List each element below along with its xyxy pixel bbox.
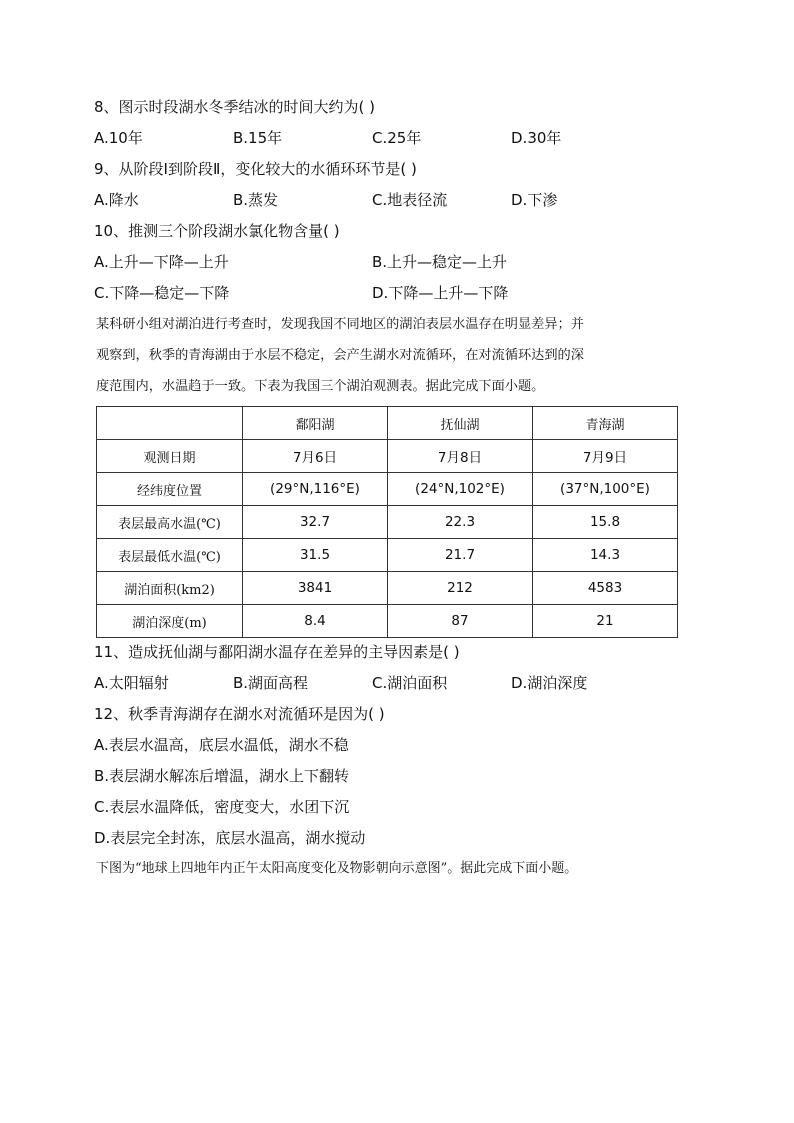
table-header-cell [97, 407, 243, 440]
question-10-option-a: A.上升—下降—上升 [94, 253, 229, 271]
table-cell: 8.4 [243, 605, 388, 638]
table-cell: 32.7 [243, 506, 388, 539]
table-header-cell: 抚仙湖 [388, 407, 533, 440]
row-label: 湖泊面积(km2) [97, 572, 243, 605]
table-row [97, 473, 678, 506]
table-cell: 22.3 [388, 506, 533, 539]
table-cell: 7月8日 [388, 440, 533, 473]
question-12-option-b: B.表层湖水解冻后增温，湖水上下翻转 [94, 767, 350, 785]
table-row [97, 605, 678, 638]
question-8-option-d: D.30年 [511, 129, 562, 147]
question-10-option-b: B.上升—稳定—上升 [372, 253, 508, 271]
question-11-option-b: B.湖面高程 [233, 674, 309, 692]
passage-line: 某科研小组对湖泊进行考查时，发现我国不同地区的湖泊表层水温存在明显差异；并 [96, 317, 584, 332]
table-cell: 31.5 [243, 539, 388, 572]
table-cell: 4583 [533, 572, 678, 605]
table-cell: 212 [388, 572, 533, 605]
question-12-option-a: A.表层水温高，底层水温低，湖水不稳 [94, 736, 349, 754]
table-cell: 15.8 [533, 506, 678, 539]
row-label: 表层最低水温(℃) [97, 539, 243, 572]
table-header-row [97, 407, 678, 440]
question-9-option-d: D.下渗 [511, 191, 558, 209]
row-label: 湖泊深度(m) [97, 605, 243, 638]
table-cell: 14.3 [533, 539, 678, 572]
question-11-option-c: C.湖泊面积 [372, 674, 448, 692]
question-9-option-b: B.蒸发 [233, 191, 279, 209]
table-cell: (37°N,100°E) [533, 473, 678, 506]
question-8-option-a: A.10年 [94, 129, 143, 147]
table-cell: 21 [533, 605, 678, 638]
question-9-option-a: A.降水 [94, 191, 139, 209]
question-10-option-d: D.下降—上升—下降 [372, 284, 509, 302]
table-cell: (29°N,116°E) [243, 473, 388, 506]
question-11-option-d: D.湖泊深度 [511, 674, 588, 692]
table-cell: 7月9日 [533, 440, 678, 473]
question-12-option-d: D.表层完全封冻，底层水温高，湖水搅动 [94, 829, 366, 847]
row-label: 经纬度位置 [97, 473, 243, 506]
question-9-stem: 9、从阶段Ⅰ到阶段Ⅱ，变化较大的水循环环节是( ) [94, 160, 417, 178]
question-12-stem: 12、秋季青海湖存在湖水对流循环是因为( ) [94, 705, 385, 723]
table-header-cell: 鄱阳湖 [243, 407, 388, 440]
row-label: 表层最高水温(℃) [97, 506, 243, 539]
passage-line: 观察到，秋季的青海湖由于水层不稳定，会产生湖水对流循环，在对流循环达到的深 [96, 348, 584, 363]
table-cell: 3841 [243, 572, 388, 605]
table-cell: 87 [388, 605, 533, 638]
question-8-option-c: C.25年 [372, 129, 422, 147]
question-10-stem: 10、推测三个阶段湖水氯化物含量( ) [94, 222, 340, 240]
table-cell: 21.7 [388, 539, 533, 572]
table-row [97, 572, 678, 605]
table-cell: (24°N,102°E) [388, 473, 533, 506]
question-11-stem: 11、造成抚仙湖与鄱阳湖水温存在差异的主导因素是( ) [94, 643, 460, 661]
question-9-option-c: C.地表径流 [372, 191, 448, 209]
table-row [97, 539, 678, 572]
question-8-stem: 8、图示时段湖水冬季结冰的时间大约为( ) [94, 98, 376, 116]
figure-intro-note: 下图为“地球上四地年内正午太阳高度变化及物影朝向示意图”。据此完成下面小题。 [96, 861, 578, 876]
row-label: 观测日期 [97, 440, 243, 473]
question-12-option-c: C.表层水温降低，密度变大，水团下沉 [94, 798, 350, 816]
table-row [97, 440, 678, 473]
table-row [97, 506, 678, 539]
passage-line: 度范围内，水温趋于一致。下表为我国三个湖泊观测表。据此完成下面小题。 [96, 379, 545, 394]
question-8-option-b: B.15年 [233, 129, 283, 147]
question-10-option-c: C.下降—稳定—下降 [94, 284, 230, 302]
table-header-cell: 青海湖 [533, 407, 678, 440]
passage [96, 309, 696, 402]
lake-observation-table [96, 406, 678, 638]
table-cell: 7月6日 [243, 440, 388, 473]
question-11-option-a: A.太阳辐射 [94, 674, 169, 692]
